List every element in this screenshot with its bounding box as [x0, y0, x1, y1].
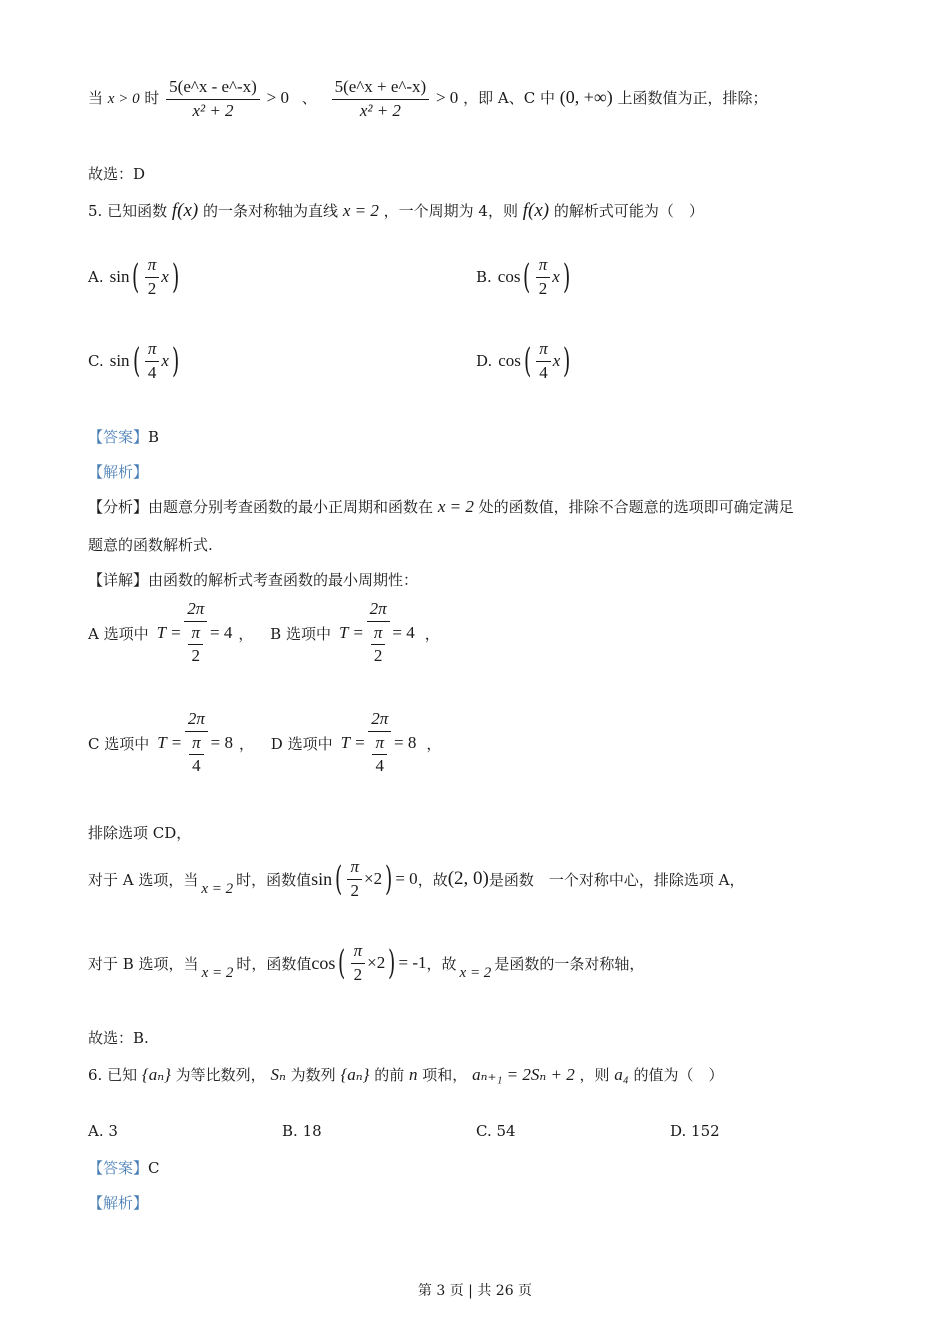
period-row-ab	[88, 600, 440, 666]
q6-option-a[interactable]: A. 3	[88, 1122, 118, 1140]
q6-option-c[interactable]: C. 54	[476, 1122, 516, 1140]
intro-interval: (0, +∞)	[559, 87, 613, 108]
q5-answer: 【答案】B	[88, 428, 160, 446]
page-footer: 第 3 页 | 共 26 页	[417, 1283, 533, 1299]
q5-fenxi: 【分析】由题意分别考查函数的最小正周期和函数在 x = 2 处的函数值，排除不合题意的选项即可确定满足	[88, 497, 794, 516]
q6-analysis-tag: 【解析】	[88, 1194, 149, 1212]
period-b: B 选项中 T = $\frac{2\pi}{\frac{\pi}{2}}$ = 4 ，	[270, 599, 440, 666]
period-d: D 选项中 T = $\frac{2\pi}{\frac{\pi}{4}}$ = 8 ，	[270, 709, 442, 776]
q6-option-d[interactable]: D. 152	[670, 1122, 720, 1140]
q5-exclude: 排除选项 CD，	[88, 824, 192, 842]
period-row-cd	[88, 710, 441, 776]
q6-stem: 6. 已知 {aₙ} 为等比数列， Sₙ 为数列 {aₙ} 的前 n 项和， aₙ₊₁ = 2Sₙ + 2 ，则 a₄ 的值为（ ）	[88, 1065, 724, 1084]
q6-answer: 【答案】C	[88, 1159, 160, 1177]
intro-fraction-1: $\frac{5(e\^{}x - e\^{}-x)}{\text{x² + 2}}$	[166, 78, 260, 120]
q5-check-b: 对于 B 选项，当 x = 2 时，函数值 cos ( $\frac{\pi}{2}$ ×2 ) = -1 ，故 x = 2 是函数的一条对称轴，	[88, 941, 645, 984]
choice-d-line: 故选：D	[88, 165, 146, 183]
q5-option-d[interactable]: D. cos ( $\frac{\pi}{4}$ x )	[476, 339, 571, 382]
q5-xiangjie: 【详解】由函数的解析式考查函数的最小周期性：	[88, 571, 419, 589]
period-a: A 选项中 T = $\frac{2\pi}{\frac{\pi}{2}}$ = 4 ，	[88, 599, 254, 666]
intro-condition: x > 0	[107, 91, 140, 108]
q5-check-a: 对于 A 选项，当 x = 2 时，函数值 sin ( $\frac{\pi}{2}$ ×2 ) = 0 ，故 (2, 0) 是函数 一个对称中心，排除选项 A，	[88, 857, 745, 900]
q6-option-b[interactable]: B. 18	[282, 1122, 322, 1140]
q5-option-b[interactable]: B. cos ( $\frac{\pi}{2}$ x )	[476, 255, 571, 298]
intro-fraction-2: $\frac{5(e\^{}x + e\^{}-x)}{\text{x² + 2}}$	[332, 78, 430, 120]
q5-final: 故选：B.	[88, 1029, 149, 1047]
q5-option-a[interactable]: A. sin ( $\frac{\pi}{2}$ x )	[88, 255, 180, 298]
q5-option-c[interactable]: C. sin ( $\frac{\pi}{4}$ x )	[88, 339, 180, 382]
period-c: C 选项中 T = $\frac{2\pi}{\frac{\pi}{4}}$ = 8 ，	[88, 709, 255, 776]
q5-analysis-tag: 【解析】	[88, 463, 149, 481]
intro-line: 当 x > 0 时 $\frac{5(e\^{}x - e\^{}-x)}{\text{x² + 2}}$ > 0 、 $\frac{5(e\^{}x + e\^{}-x)}{\text{x² + 2}}$ > 0 ，即 A、C 中 (0, +∞) 上函数值为正，排除；	[88, 77, 768, 120]
q5-stem: 5. 已知函数 f(x) 的一条对称轴为直线 x = 2 ，一个周期为 4，则 f(x) 的解析式可能为（ ）	[88, 200, 704, 221]
q5-fenxi-cont: 题意的函数解析式.	[88, 536, 213, 554]
